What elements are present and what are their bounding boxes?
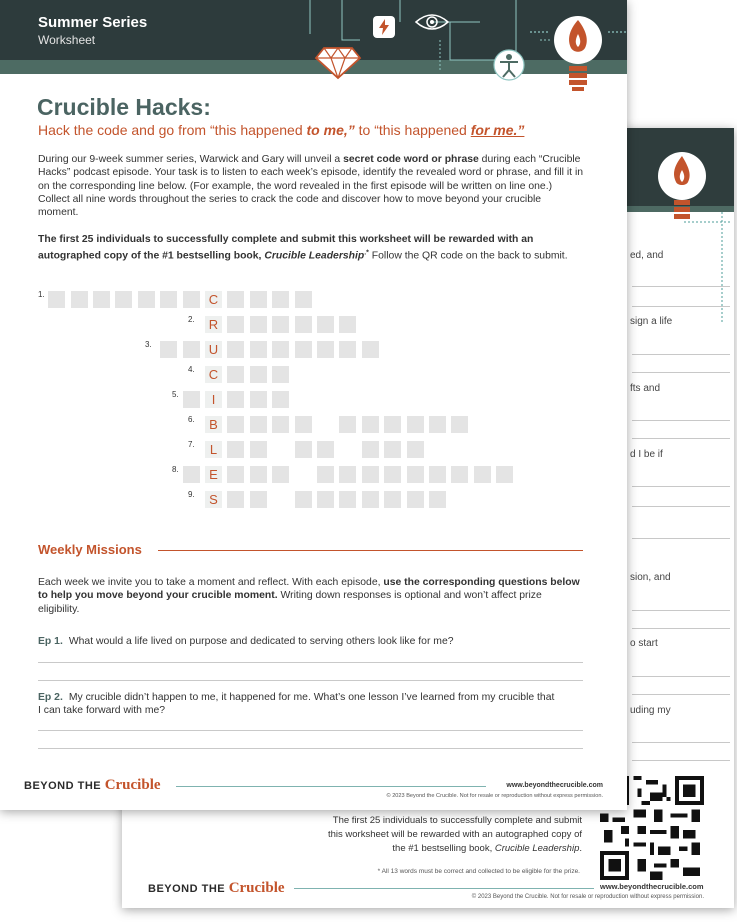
puzzle-row-number: 6. <box>188 415 195 424</box>
puzzle-key-letter: I <box>205 391 222 408</box>
puzzle-letter-box[interactable] <box>227 441 244 458</box>
brand-logo: BEYOND THE Crucible <box>24 777 161 793</box>
puzzle-letter-box[interactable] <box>272 466 289 483</box>
puzzle-letter-box[interactable] <box>295 491 312 508</box>
back-fragment-7: uding my <box>630 705 671 716</box>
back-website-link[interactable]: www.beyondthecrucible.com <box>600 882 704 891</box>
puzzle-letter-box[interactable] <box>250 441 267 458</box>
lightning-icon <box>372 15 396 39</box>
puzzle-key-letter: B <box>205 416 222 433</box>
puzzle-row-number: 4. <box>188 365 195 374</box>
puzzle-letter-box[interactable] <box>295 291 312 308</box>
puzzle-letter-box[interactable] <box>138 291 155 308</box>
back-fragment-4: d I be if <box>630 449 663 460</box>
puzzle-row-number: 3. <box>145 340 152 349</box>
back-fragment-1: ed, and <box>630 250 664 261</box>
puzzle-letter-box[interactable] <box>183 391 200 408</box>
puzzle-key-letter: C <box>205 366 222 383</box>
answer-line[interactable] <box>38 748 583 749</box>
series-title: Summer Series <box>38 14 148 31</box>
puzzle-letter-box[interactable] <box>339 316 356 333</box>
puzzle-letter-box[interactable] <box>295 341 312 358</box>
puzzle-letter-box[interactable] <box>384 441 401 458</box>
back-copyright: © 2023 Beyond the Crucible. Not for resale or reproduction without express permission. <box>471 894 704 900</box>
puzzle-letter-box[interactable] <box>227 466 244 483</box>
puzzle-letter-box[interactable] <box>250 416 267 433</box>
puzzle-letter-box[interactable] <box>227 291 244 308</box>
puzzle-letter-box[interactable] <box>48 291 65 308</box>
puzzle-letter-box[interactable] <box>160 291 177 308</box>
puzzle-row-number: 1. <box>38 290 45 299</box>
puzzle-key-letter: C <box>205 291 222 308</box>
prize-paragraph: The first 25 individuals to successfully complete and submit this worksheet will be rewarded with an autographed copy of the #1 bestselling book, Crucible Leadership.* Follow the QR code on the back to submit. <box>38 234 568 262</box>
puzzle-letter-box[interactable] <box>272 366 289 383</box>
puzzle-letter-box[interactable] <box>317 466 334 483</box>
puzzle-letter-box[interactable] <box>362 466 379 483</box>
website-link[interactable]: www.beyondthecrucible.com <box>506 782 603 789</box>
puzzle-row-number: 9. <box>188 490 195 499</box>
page-subtitle: Hack the code and go from “this happened to me,” to “this happened for me.” <box>38 122 525 138</box>
puzzle-letter-box[interactable] <box>429 491 446 508</box>
puzzle-letter-box[interactable] <box>272 416 289 433</box>
puzzle-letter-box[interactable] <box>407 441 424 458</box>
puzzle-row-number: 2. <box>188 315 195 324</box>
copyright-notice: © 2023 Beyond the Crucible. Not for resale or reproduction without express permission. <box>386 793 603 799</box>
back-fragment-6: o start <box>630 638 658 649</box>
puzzle-letter-box[interactable] <box>250 341 267 358</box>
puzzle-letter-box[interactable] <box>250 316 267 333</box>
puzzle-letter-box[interactable] <box>339 491 356 508</box>
puzzle-row-number: 5. <box>172 390 179 399</box>
puzzle-letter-box[interactable] <box>295 316 312 333</box>
puzzle-letter-box[interactable] <box>474 466 491 483</box>
puzzle-letter-box[interactable] <box>407 466 424 483</box>
puzzle-letter-box[interactable] <box>407 491 424 508</box>
puzzle-letter-box[interactable] <box>317 491 334 508</box>
page-title: Crucible Hacks: <box>37 94 211 120</box>
puzzle-letter-box[interactable] <box>451 416 468 433</box>
puzzle-letter-box[interactable] <box>160 341 177 358</box>
puzzle-key-letter: R <box>205 316 222 333</box>
eye-icon <box>414 10 450 34</box>
puzzle-letter-box[interactable] <box>272 316 289 333</box>
puzzle-letter-box[interactable] <box>227 416 244 433</box>
back-prize-text: The first 25 individuals to successfully complete and submit this worksheet will be rewarded with an autographed copy of the #1 bestselling book, Crucible Leadership. <box>327 815 582 854</box>
puzzle-letter-box[interactable] <box>429 416 446 433</box>
human-figure-icon <box>492 48 526 82</box>
answer-line[interactable] <box>38 730 583 731</box>
back-fragment-3: fts and <box>630 383 661 394</box>
back-fragment-5: sion, and <box>630 572 671 583</box>
back-logo: BEYOND THE Crucible <box>148 880 285 896</box>
back-prize-note: * All 13 words must be correct and collected to be eligible for the prize. <box>377 868 580 875</box>
puzzle-letter-box[interactable] <box>339 466 356 483</box>
weekly-missions-title: Weekly Missions <box>38 542 142 557</box>
puzzle-letter-box[interactable] <box>227 491 244 508</box>
puzzle-letter-box[interactable] <box>183 466 200 483</box>
puzzle-row-number: 8. <box>172 465 179 474</box>
puzzle-letter-box[interactable] <box>339 341 356 358</box>
puzzle-letter-box[interactable] <box>362 416 379 433</box>
missions-intro: Each week we invite you to take a moment and reflect. With each episode, use the corresponding questions below to help you move beyond your crucible moment. Writing down responses is optional and won’t affect prize eligibility. <box>38 577 580 615</box>
puzzle-letter-box[interactable] <box>272 341 289 358</box>
puzzle-letter-box[interactable] <box>295 441 312 458</box>
puzzle-letter-box[interactable] <box>93 291 110 308</box>
puzzle-letter-box[interactable] <box>451 466 468 483</box>
puzzle-row-number: 7. <box>188 440 195 449</box>
back-fragment-2: sign a life <box>630 316 673 327</box>
puzzle-letter-box[interactable] <box>227 366 244 383</box>
puzzle-letter-box[interactable] <box>384 491 401 508</box>
puzzle-letter-box[interactable] <box>496 466 513 483</box>
puzzle-letter-box[interactable] <box>250 491 267 508</box>
puzzle-key-letter: L <box>205 441 222 458</box>
puzzle-letter-box[interactable] <box>227 316 244 333</box>
back-circuit-lines <box>682 212 734 332</box>
puzzle-letter-box[interactable] <box>362 491 379 508</box>
puzzle-letter-box[interactable] <box>250 466 267 483</box>
puzzle-letter-box[interactable] <box>227 341 244 358</box>
episode-2-question: Ep 2. My crucible didn’t happen to me, it happened for me. What’s one lesson I’ve learned from my crucible that I can take forward with me? <box>38 692 555 716</box>
puzzle-letter-box[interactable] <box>295 416 312 433</box>
puzzle-letter-box[interactable] <box>317 341 334 358</box>
puzzle-letter-box[interactable] <box>272 291 289 308</box>
puzzle-letter-box[interactable] <box>429 466 446 483</box>
episode-1-question: Ep 1. What would a life lived on purpose and dedicated to serving others look like for me? <box>38 636 454 647</box>
intro-paragraph: During our 9-week summer series, Warwick and Gary will unveil a secret code word or phrase during each “Crucible Hacks” podcast episode. Your task is to listen to each week’s episode, identify the revealed word or phrase, and fill it in on the corresponding line below. (For example, the word revealed in the first episode will be written on line one.) Collect all nine words throughout the series to crack the code and discover how to move beyond your crucible moment. <box>38 154 584 219</box>
answer-line[interactable] <box>38 662 583 663</box>
puzzle-letter-box[interactable] <box>227 391 244 408</box>
puzzle-letter-box[interactable] <box>317 441 334 458</box>
puzzle-key-letter: S <box>205 491 222 508</box>
puzzle-letter-box[interactable] <box>183 341 200 358</box>
puzzle-letter-box[interactable] <box>407 416 424 433</box>
puzzle-letter-box[interactable] <box>384 416 401 433</box>
puzzle-letter-box[interactable] <box>272 391 289 408</box>
puzzle-letter-box[interactable] <box>250 366 267 383</box>
header-dotted-lines <box>530 22 627 42</box>
puzzle-letter-box[interactable] <box>362 341 379 358</box>
puzzle-letter-box[interactable] <box>183 291 200 308</box>
puzzle-letter-box[interactable] <box>71 291 88 308</box>
puzzle-letter-box[interactable] <box>115 291 132 308</box>
diamond-icon <box>314 44 362 80</box>
series-subtitle: Worksheet <box>38 33 96 47</box>
puzzle-letter-box[interactable] <box>250 391 267 408</box>
answer-line[interactable] <box>38 680 583 681</box>
puzzle-letter-box[interactable] <box>339 416 356 433</box>
puzzle-key-letter: E <box>205 466 222 483</box>
puzzle-letter-box[interactable] <box>384 466 401 483</box>
puzzle-letter-box[interactable] <box>317 316 334 333</box>
puzzle-key-letter: U <box>205 341 222 358</box>
puzzle-letter-box[interactable] <box>250 291 267 308</box>
puzzle-letter-box[interactable] <box>362 441 379 458</box>
